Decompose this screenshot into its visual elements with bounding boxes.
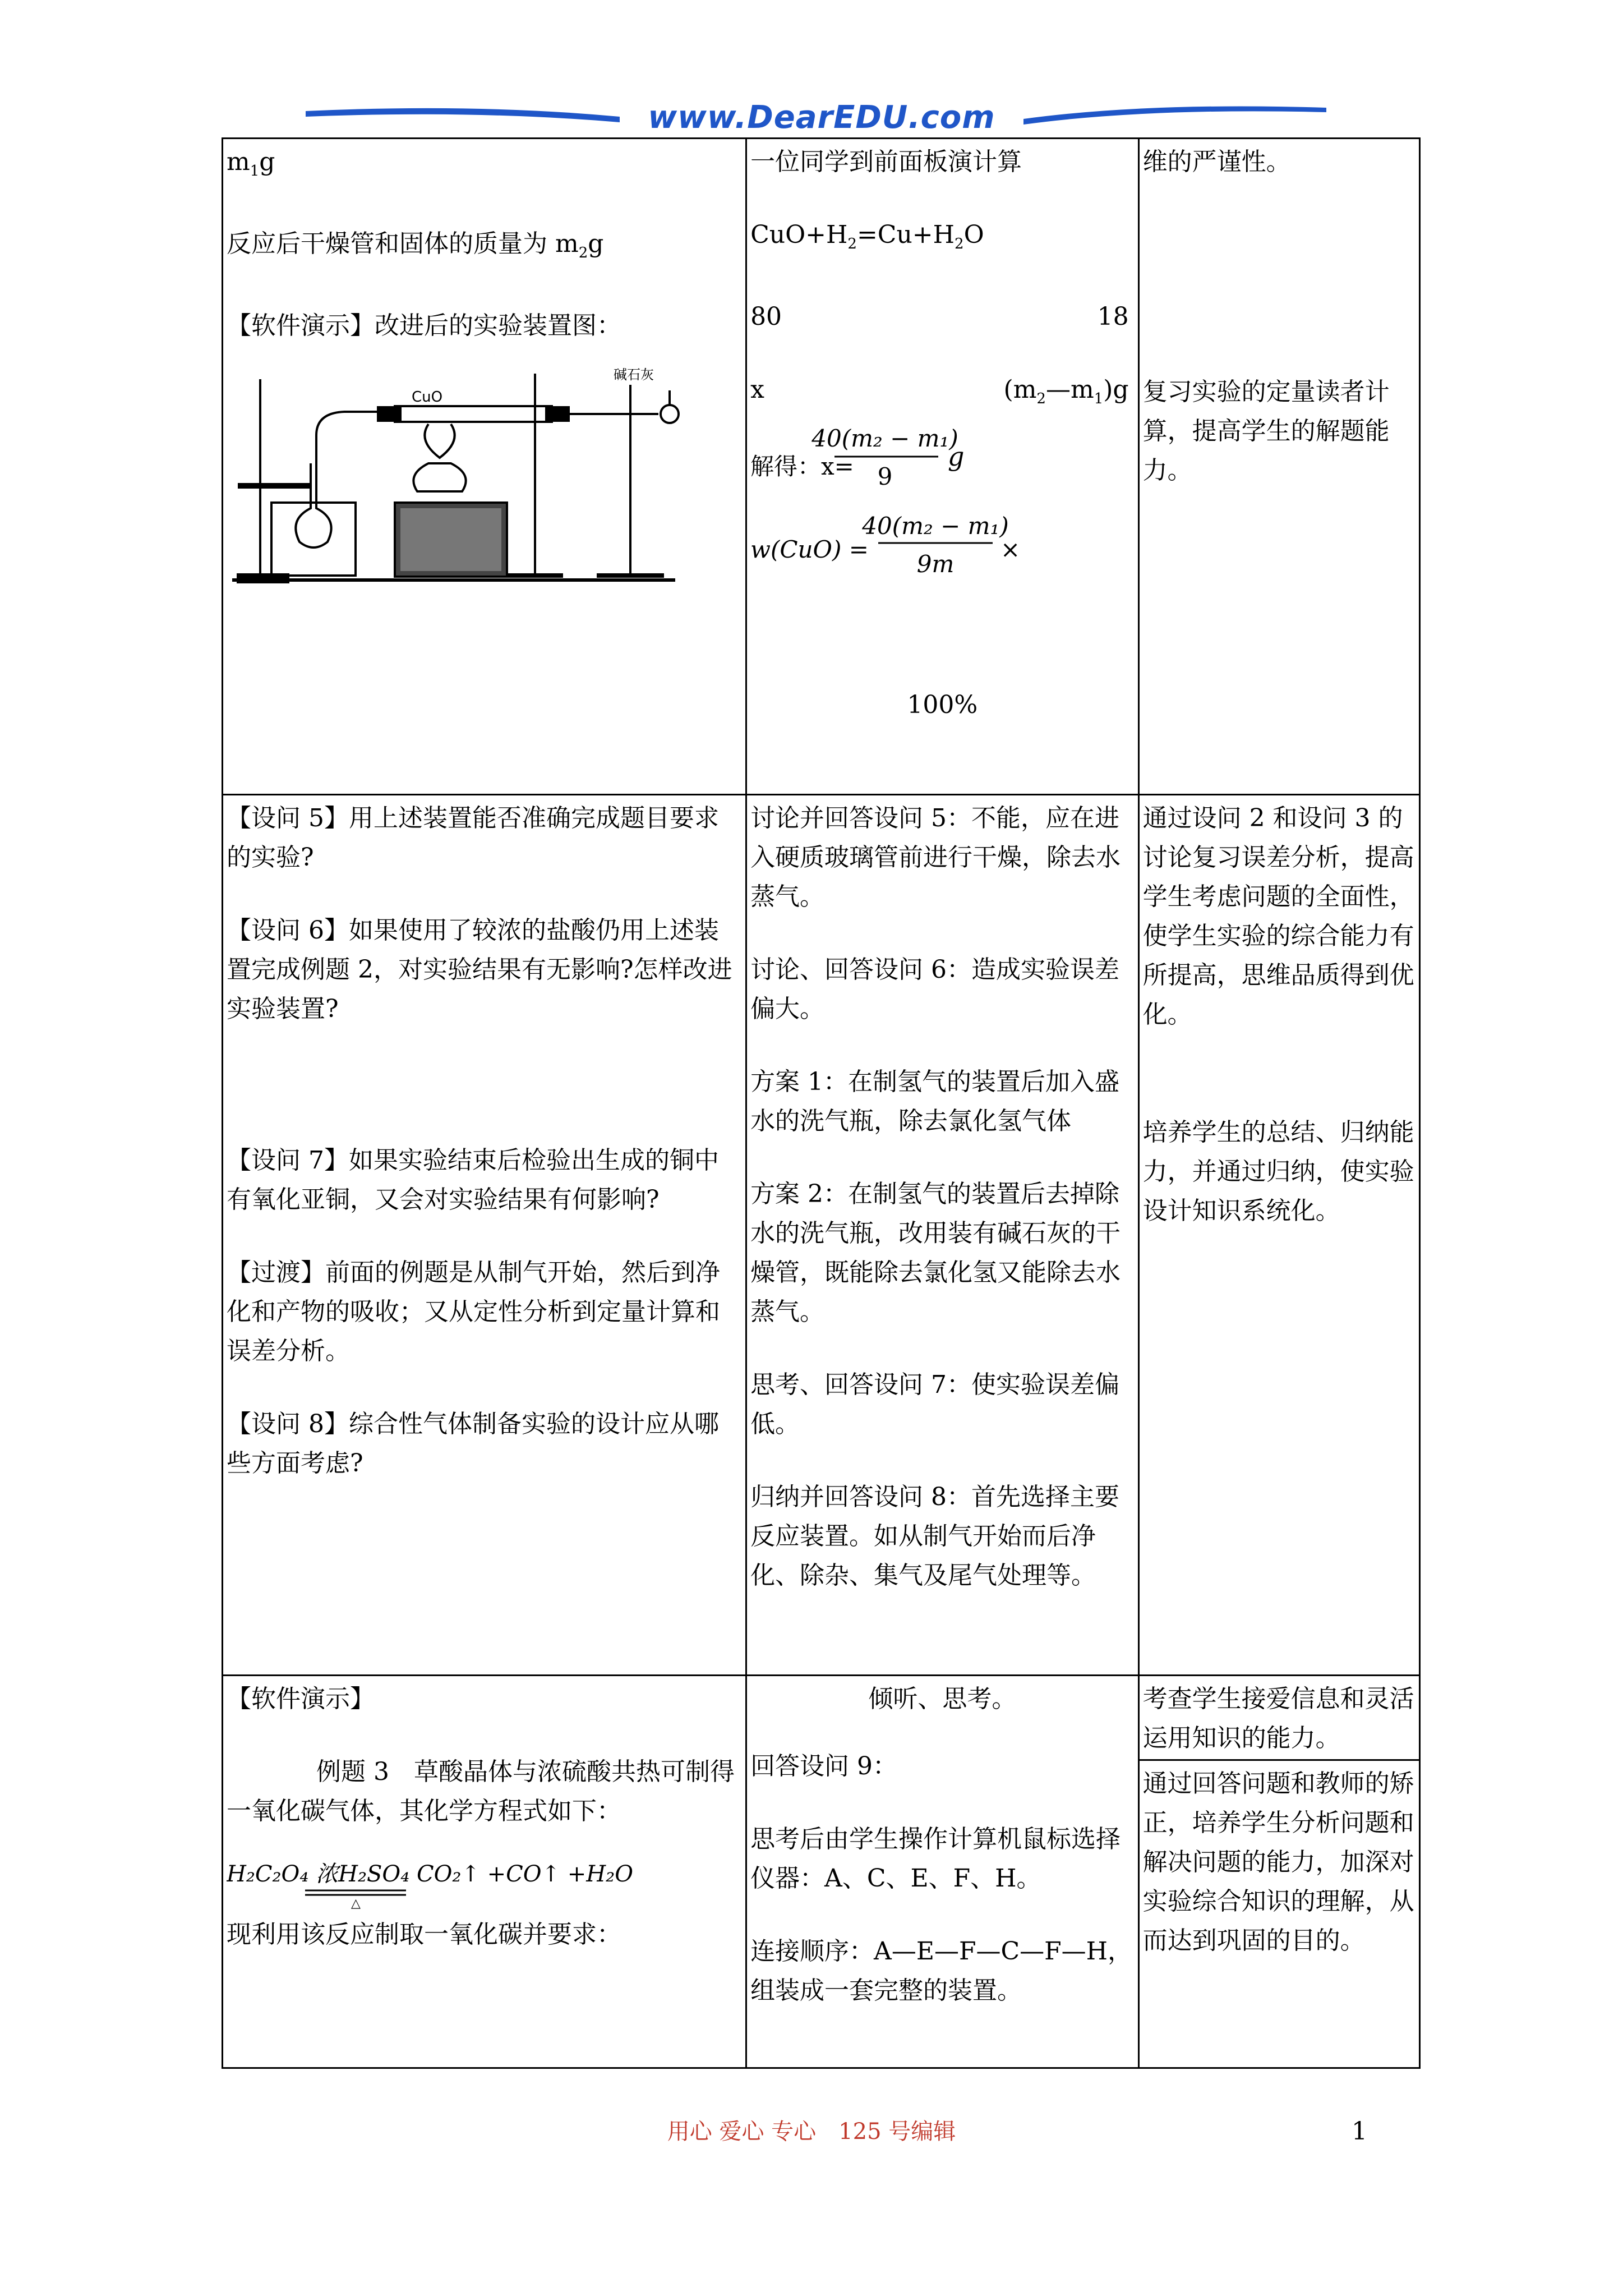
svg-text:H₂C₂O₄ 浓H₂SO₄ CO₂↑ +CO↑ +H₂O: H₂C₂O₄ 浓H₂SO₄ CO₂↑ +CO↑ +H₂O — [227, 1861, 633, 1887]
question-5: 【设问 5】用上述装置能否准确完成题目要求的实验? — [227, 804, 719, 872]
table-row — [223, 139, 1420, 795]
svg-text:解得：x=: 解得：x= — [750, 452, 854, 480]
svg-text:40(m₂ − m₁): 40(m₂ − m₁) — [862, 512, 1009, 540]
mass-m2-text: 反应后干燥管和固体的质量为 $m_2g$ — [227, 229, 604, 261]
teacher-activity-cell — [223, 795, 746, 1676]
apparatus-diagram — [227, 351, 686, 598]
svg-text:×: × — [1000, 535, 1021, 563]
example-3-text: 例题 3 草酸晶体与浓硫酸共热可制得一氧化碳气体，其化学方程式如下： — [227, 1757, 735, 1825]
percent-label: 100% — [907, 690, 978, 719]
teacher-activity-cell — [223, 1676, 746, 2068]
plan-1: 方案 1：在制氢气的装置后加入盛水的洗气瓶，除去氯化氢气体 — [750, 1068, 1120, 1135]
answer-9: 回答设问 9： — [750, 1752, 898, 1780]
answer-8: 归纳并回答设问 8：首先选择主要反应装置。如从制气开始而后净化、除杂、集气及尾气处理等。 — [750, 1483, 1120, 1590]
intent-text-5: 考查学生接爱信息和灵活运用知识的能力。 — [1142, 1685, 1414, 1752]
intent-text-1: 维的严谨性。 — [1142, 148, 1291, 176]
svg-text:△: △ — [351, 1897, 361, 1910]
plan-2: 方案 2：在制氢气的装置后去掉除水的洗气瓶，改用装有碱石灰的干燥管，既能除去氯化氢又能除去水蒸气。 — [750, 1180, 1121, 1326]
design-intent-cell — [1138, 795, 1419, 1676]
connection-order: 连接顺序：A—E—F—C—F—H，组装成一套完整的装置。 — [750, 1937, 1133, 2005]
svg-text:9m: 9m — [916, 550, 955, 578]
question-6: 【设问 6】如果使用了较浓的盐酸仍用上述装置完成例题 2，对实验结果有无影响?怎样改进实验装置? — [227, 916, 732, 1023]
svg-text:w(CuO) =: w(CuO) = — [750, 535, 869, 563]
software-demo-text: 【软件演示】改进后的实验装置图： — [227, 311, 621, 340]
intent-box-2 — [1140, 1761, 1419, 1964]
site-url[interactable]: www.DearEDU.com — [648, 99, 995, 136]
answer-6: 讨论、回答设问 6：造成实验误差偏大。 — [750, 955, 1120, 1023]
software-demo-label: 【软件演示】 — [227, 1685, 375, 1713]
footer-credit: 用心 爱心 专心 125 号编辑 — [667, 2119, 956, 2145]
answer-5: 讨论并回答设问 5：不能，应在进入硬质玻璃管前进行干燥，除去水蒸气。 — [750, 804, 1121, 911]
variable-row: x $(m_2—m_1)g$ — [750, 375, 1129, 407]
cuo-label: CuO — [412, 388, 443, 406]
header-banner — [306, 100, 1326, 139]
lime-label: 碱石灰 — [614, 366, 654, 383]
page-number: 1 — [1352, 2117, 1367, 2146]
mass-m1: $m_1g$ — [227, 148, 275, 180]
intent-text-4: 培养学生的总结、归纳能力，并通过归纳，使实验设计知识系统化。 — [1142, 1118, 1414, 1225]
molar-mass-row: 80 18 — [750, 302, 1129, 331]
reaction-equation: $CuO+H_2=Cu+H_2O$ — [750, 220, 984, 252]
lesson-table — [222, 137, 1421, 2069]
student-activity-cell — [746, 1676, 1139, 2068]
listen-text: 倾听、思考。 — [868, 1685, 1017, 1713]
student-activity-cell — [746, 795, 1139, 1676]
student-activity-cell — [746, 139, 1139, 795]
solution-formula-w — [750, 506, 1087, 590]
solution-formula-x — [750, 418, 1064, 497]
svg-text:g: g — [948, 441, 965, 472]
svg-text:9: 9 — [877, 462, 893, 490]
oxalic-reaction — [227, 1848, 675, 1910]
design-intent-cell — [1138, 1676, 1419, 2068]
teacher-activity-cell — [223, 139, 746, 795]
question-8: 【设问 8】综合性气体制备实验的设计应从哪些方面考虑? — [227, 1410, 719, 1478]
design-intent-cell — [1138, 139, 1419, 795]
intent-text-3: 通过设问 2 和设问 3 的讨论复习误差分析，提高学生考虑问题的全面性，使学生实验的综合能力有所提高，思维品质得到优化。 — [1142, 804, 1414, 1029]
table-row — [223, 1676, 1420, 2068]
table-row — [223, 795, 1420, 1676]
requirement-text: 现利用该反应制取一氧化碳并要求： — [227, 1920, 621, 1949]
svg-text:40(m₂ − m₁): 40(m₂ − m₁) — [811, 424, 958, 452]
question-7: 【设问 7】如果实验结束后检验出生成的铜中有氧化亚铜，又会对实验结果有何影响? — [227, 1146, 719, 1214]
intent-text-2: 复习实验的定量读者计算，提高学生的解题能力。 — [1142, 378, 1390, 485]
student-calc-intro: 一位同学到前面板演计算 — [750, 148, 1022, 176]
intent-box-1 — [1140, 1676, 1419, 1761]
intent-text-6: 通过回答问题和教师的矫正，培养学生分析问题和解决问题的能力，加深对实验综合知识的理解，从而达到巩固的目的。 — [1142, 1769, 1414, 1955]
answer-7: 思考、回答设问 7：使实验误差偏低。 — [750, 1370, 1120, 1438]
select-instruments: 思考后由学生操作计算机鼠标选择仪器：A、C、E、F、H。 — [750, 1825, 1121, 1893]
transition-text: 【过渡】前面的例题是从制气开始，然后到净化和产物的吸收；又从定性分析到定量计算和误差分析。 — [227, 1258, 720, 1365]
